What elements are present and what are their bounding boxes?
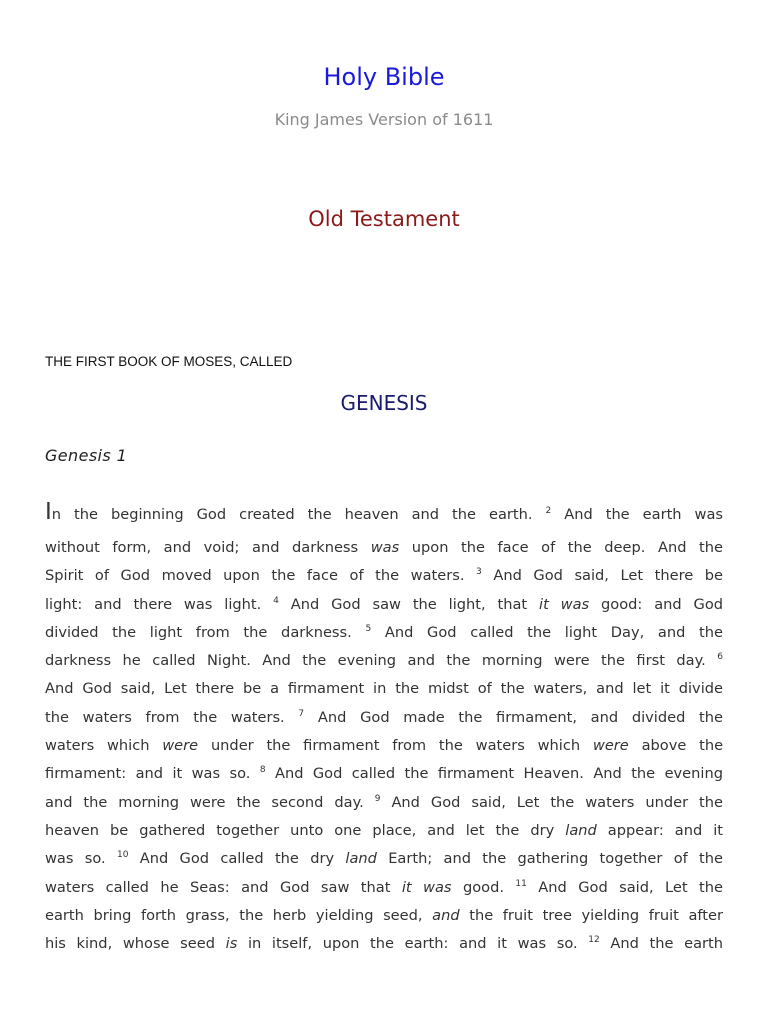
text-line: waters which were under the firmament from the waters which were above the [45, 737, 724, 755]
text-line: And God said, Let there be a firmament in the midst of the waters, and let it divide [45, 680, 723, 698]
verse-number: 11 [515, 878, 527, 889]
verse-number: 2 [545, 506, 552, 516]
verse-number: 5 [365, 623, 372, 634]
verse-number: 3 [476, 567, 482, 578]
page-title: Holy Bible [323, 63, 445, 91]
text-line: waters called he Seas: and God saw that it was good. $^{11}$ And God said, Let the [45, 878, 723, 896]
book-intro-text: THE FIRST BOOK OF MOSES, CALLED [45, 354, 293, 369]
verse-text-block [45, 498, 723, 958]
verse-number: 12 [588, 935, 600, 946]
verse-number: 6 [717, 652, 724, 663]
text-line: without form, and void; and darkness was upon the face of the deep. And the [45, 539, 723, 556]
text-line: firmament: and it was so. $^8$ And God called the firmament Heaven. And the evening [45, 765, 723, 783]
text-line: the waters from the waters. $^7$ And God made the firmament, and divided the [45, 708, 724, 726]
verse-number: 10 [117, 850, 129, 861]
page-subtitle: King James Version of 1611 [274, 110, 494, 129]
testament-heading: Old Testament [308, 207, 460, 231]
verse-number: 7 [298, 708, 305, 719]
text-line: and the morning were the second day. $^9$ And God said, Let the waters under the [45, 793, 723, 811]
drop-cap: I [45, 499, 52, 525]
text-line: In the beginning God created the heaven and the earth. $^2$ And the earth was [45, 499, 724, 525]
book-name-heading: GENESIS [340, 391, 428, 415]
text-line: darkness he called Night. And the evening and the morning were the first day. $^6$ [45, 652, 724, 670]
verse-number: 9 [374, 793, 381, 804]
text-line: light: and there was light. $^4$ And God saw the light, that it was good: and God [45, 595, 724, 613]
verse-number: 4 [273, 595, 279, 606]
text-line: heaven be gathered together unto one place, and let the dry land appear: and it [45, 821, 724, 839]
text-line: earth bring forth grass, the herb yielding seed, and the fruit tree yielding fruit after [45, 906, 723, 924]
chapter-heading: Genesis 1 [45, 446, 128, 465]
text-line: was so. $^{10}$ And God called the dry land Earth; and the gathering together of the [45, 850, 724, 868]
text-line: Spirit of God moved upon the face of the waters. $^3$ And God said, Let there be [45, 567, 724, 585]
text-line: his kind, whose seed is in itself, upon the earth: and it was so. $^{12}$ And the earth [45, 935, 723, 953]
verse-number: 8 [259, 765, 266, 776]
text-line: divided the light from the darkness. $^5$ And God called the light Day, and the [45, 623, 723, 641]
